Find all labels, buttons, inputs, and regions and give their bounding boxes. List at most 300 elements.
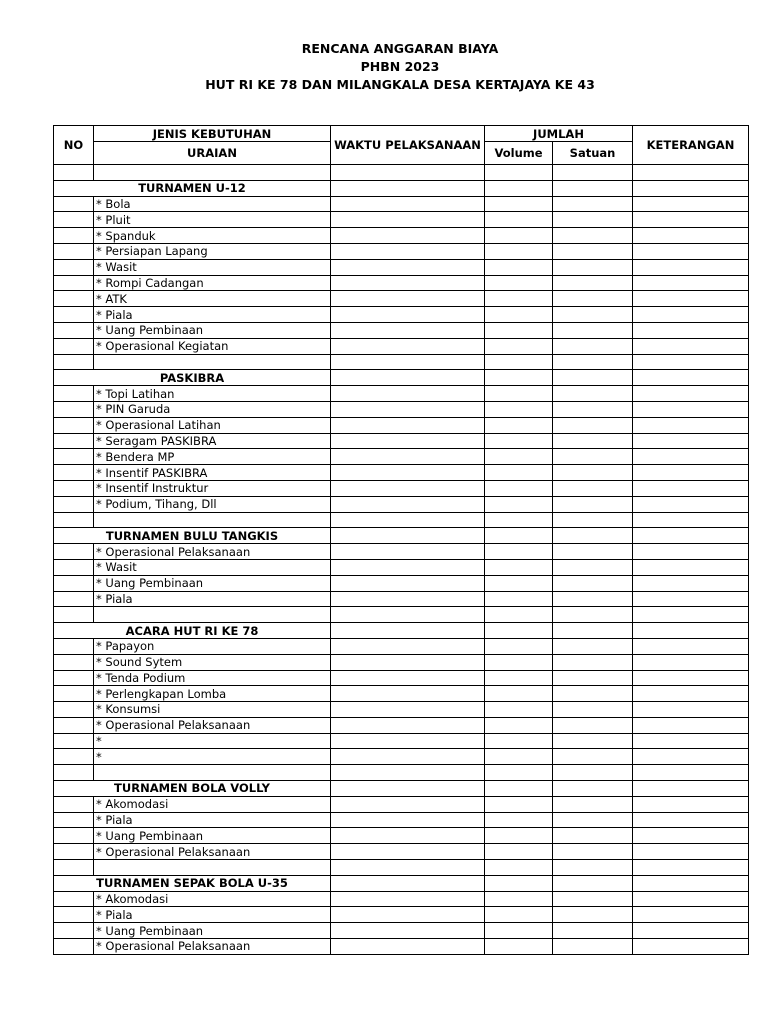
table-row bbox=[54, 417, 749, 433]
table-cell bbox=[485, 844, 553, 860]
table-row bbox=[54, 275, 749, 291]
table-cell bbox=[485, 654, 553, 670]
item-label: * Uang Pembinaan bbox=[94, 923, 331, 939]
table-cell bbox=[633, 686, 749, 702]
table-cell bbox=[485, 228, 553, 244]
table-cell bbox=[633, 670, 749, 686]
item-label: * Operasional Pelaksanaan bbox=[94, 544, 331, 560]
table-cell bbox=[331, 844, 485, 860]
table-cell bbox=[94, 765, 331, 781]
table-cell bbox=[54, 480, 94, 496]
table-cell bbox=[485, 196, 553, 212]
table-cell bbox=[331, 528, 485, 544]
table-cell bbox=[331, 401, 485, 417]
table-cell bbox=[553, 875, 633, 891]
item-label: * Uang Pembinaan bbox=[94, 322, 331, 338]
table-cell bbox=[54, 196, 94, 212]
section-title: TURNAMEN U-12 bbox=[54, 180, 331, 196]
table-cell bbox=[485, 575, 553, 591]
table-row bbox=[54, 749, 749, 765]
item-label: * ATK bbox=[94, 291, 331, 307]
table-cell bbox=[553, 386, 633, 402]
table-body bbox=[54, 165, 749, 955]
section-title: TURNAMEN SEPAK BOLA U-35 bbox=[54, 875, 331, 891]
blank-row bbox=[54, 607, 749, 623]
table-cell bbox=[331, 386, 485, 402]
table-cell bbox=[331, 923, 485, 939]
table-cell bbox=[485, 765, 553, 781]
table-row bbox=[54, 243, 749, 259]
table-cell bbox=[54, 717, 94, 733]
table-cell bbox=[331, 259, 485, 275]
item-label: * Pluit bbox=[94, 212, 331, 228]
table-cell bbox=[553, 291, 633, 307]
table-cell bbox=[553, 212, 633, 228]
table-cell bbox=[553, 401, 633, 417]
table-cell bbox=[485, 480, 553, 496]
section-row bbox=[54, 370, 749, 386]
section-title: PASKIBRA bbox=[54, 370, 331, 386]
table-cell bbox=[54, 243, 94, 259]
table-cell bbox=[331, 228, 485, 244]
table-cell bbox=[54, 733, 94, 749]
table-cell bbox=[553, 575, 633, 591]
table-cell bbox=[331, 559, 485, 575]
table-cell bbox=[94, 512, 331, 528]
table-cell bbox=[94, 860, 331, 876]
table-cell bbox=[331, 180, 485, 196]
table-cell bbox=[331, 749, 485, 765]
item-label: * Piala bbox=[94, 907, 331, 923]
header-uraian: URAIAN bbox=[94, 142, 331, 165]
table-cell bbox=[54, 165, 94, 181]
table-cell bbox=[331, 623, 485, 639]
item-label: * Persiapan Lapang bbox=[94, 243, 331, 259]
table-cell bbox=[54, 638, 94, 654]
table-row bbox=[54, 386, 749, 402]
table-cell bbox=[633, 401, 749, 417]
table-row bbox=[54, 196, 749, 212]
table-cell bbox=[331, 338, 485, 354]
item-label: * Piala bbox=[94, 591, 331, 607]
section-row bbox=[54, 623, 749, 639]
table-cell bbox=[633, 433, 749, 449]
table-cell bbox=[633, 496, 749, 512]
table-row bbox=[54, 212, 749, 228]
item-label: * Sound Sytem bbox=[94, 654, 331, 670]
title-line-3: HUT RI KE 78 DAN MILANGKALA DESA KERTAJAYA KE 43 bbox=[205, 77, 595, 92]
table-row bbox=[54, 670, 749, 686]
table-cell bbox=[553, 702, 633, 718]
item-label: * Perlengkapan Lomba bbox=[94, 686, 331, 702]
table-cell bbox=[633, 259, 749, 275]
table-cell bbox=[331, 291, 485, 307]
table-cell bbox=[553, 417, 633, 433]
table-cell bbox=[633, 322, 749, 338]
title-line-2: PHBN 2023 bbox=[360, 59, 440, 74]
item-label: * Rompi Cadangan bbox=[94, 275, 331, 291]
table-cell bbox=[331, 670, 485, 686]
table-row bbox=[54, 291, 749, 307]
table-cell bbox=[485, 386, 553, 402]
table-cell bbox=[633, 480, 749, 496]
table-cell bbox=[485, 417, 553, 433]
table-cell bbox=[485, 401, 553, 417]
table-cell bbox=[54, 844, 94, 860]
item-label: * Operasional Kegiatan bbox=[94, 338, 331, 354]
table-cell bbox=[54, 686, 94, 702]
header-keterangan: KETERANGAN bbox=[633, 126, 749, 165]
table-cell bbox=[553, 844, 633, 860]
table-row bbox=[54, 812, 749, 828]
table-cell bbox=[633, 749, 749, 765]
table-cell bbox=[633, 338, 749, 354]
table-row bbox=[54, 733, 749, 749]
table-cell bbox=[485, 749, 553, 765]
table-cell bbox=[553, 923, 633, 939]
table-cell bbox=[94, 165, 331, 181]
table-cell bbox=[54, 354, 94, 370]
table-cell bbox=[485, 496, 553, 512]
table-cell bbox=[633, 575, 749, 591]
table-cell bbox=[553, 654, 633, 670]
table-cell bbox=[54, 401, 94, 417]
table-cell bbox=[633, 291, 749, 307]
table-cell bbox=[485, 291, 553, 307]
table-cell bbox=[331, 812, 485, 828]
table-cell bbox=[553, 733, 633, 749]
table-cell bbox=[633, 243, 749, 259]
table-cell bbox=[485, 165, 553, 181]
table-cell bbox=[485, 243, 553, 259]
table-cell bbox=[54, 939, 94, 955]
table-cell bbox=[485, 559, 553, 575]
table-cell bbox=[633, 875, 749, 891]
table-row bbox=[54, 433, 749, 449]
table-cell bbox=[485, 259, 553, 275]
table-cell bbox=[54, 291, 94, 307]
table-cell bbox=[633, 907, 749, 923]
table-cell bbox=[633, 165, 749, 181]
table-cell bbox=[633, 796, 749, 812]
table-cell bbox=[633, 812, 749, 828]
table-cell bbox=[485, 591, 553, 607]
table-cell bbox=[633, 765, 749, 781]
item-label: * bbox=[94, 733, 331, 749]
table-cell bbox=[331, 480, 485, 496]
table-cell bbox=[54, 544, 94, 560]
table-cell bbox=[633, 465, 749, 481]
table-cell bbox=[485, 891, 553, 907]
table-cell bbox=[331, 354, 485, 370]
table-row bbox=[54, 575, 749, 591]
table-cell bbox=[633, 275, 749, 291]
item-label: * Papayon bbox=[94, 638, 331, 654]
table-cell bbox=[485, 465, 553, 481]
table-cell bbox=[331, 907, 485, 923]
table-cell bbox=[485, 370, 553, 386]
section-row bbox=[54, 528, 749, 544]
item-label: * Insentif Instruktur bbox=[94, 480, 331, 496]
section-row bbox=[54, 180, 749, 196]
item-label: * Seragam PASKIBRA bbox=[94, 433, 331, 449]
table-cell bbox=[54, 654, 94, 670]
table-cell bbox=[54, 559, 94, 575]
item-label: * Operasional Latihan bbox=[94, 417, 331, 433]
section-row bbox=[54, 875, 749, 891]
table-cell bbox=[485, 923, 553, 939]
table-cell bbox=[485, 733, 553, 749]
table-cell bbox=[553, 480, 633, 496]
header-satuan: Satuan bbox=[553, 142, 633, 165]
table-cell bbox=[485, 638, 553, 654]
table-cell bbox=[553, 559, 633, 575]
table-cell bbox=[331, 370, 485, 386]
table-cell bbox=[633, 623, 749, 639]
item-label: * Wasit bbox=[94, 559, 331, 575]
table-cell bbox=[553, 781, 633, 797]
table-row bbox=[54, 496, 749, 512]
table-cell bbox=[553, 243, 633, 259]
table-cell bbox=[553, 370, 633, 386]
table-row bbox=[54, 401, 749, 417]
table-cell bbox=[633, 180, 749, 196]
table-cell bbox=[553, 449, 633, 465]
item-label: * Podium, Tihang, Dll bbox=[94, 496, 331, 512]
table-cell bbox=[54, 923, 94, 939]
table-cell bbox=[54, 828, 94, 844]
table-cell bbox=[485, 686, 553, 702]
blank-row bbox=[54, 860, 749, 876]
table-row bbox=[54, 480, 749, 496]
table-cell bbox=[331, 322, 485, 338]
item-label: * Insentif PASKIBRA bbox=[94, 465, 331, 481]
table-cell bbox=[633, 844, 749, 860]
table-cell bbox=[553, 638, 633, 654]
table-row bbox=[54, 322, 749, 338]
table-cell bbox=[485, 796, 553, 812]
table-cell bbox=[331, 939, 485, 955]
table-cell bbox=[553, 939, 633, 955]
header-volume: Volume bbox=[485, 142, 553, 165]
table-cell bbox=[485, 702, 553, 718]
table-cell bbox=[54, 386, 94, 402]
item-label: * Konsumsi bbox=[94, 702, 331, 718]
table-cell bbox=[485, 528, 553, 544]
item-label: * Spanduk bbox=[94, 228, 331, 244]
table-cell bbox=[485, 180, 553, 196]
item-label: * Uang Pembinaan bbox=[94, 828, 331, 844]
table-cell bbox=[553, 228, 633, 244]
table-cell bbox=[553, 338, 633, 354]
table-cell bbox=[553, 828, 633, 844]
table-cell bbox=[54, 796, 94, 812]
table-cell bbox=[553, 433, 633, 449]
table-cell bbox=[633, 544, 749, 560]
budget-table bbox=[53, 125, 749, 955]
table-cell bbox=[331, 765, 485, 781]
table-row bbox=[54, 638, 749, 654]
table-cell bbox=[553, 591, 633, 607]
table-cell bbox=[553, 907, 633, 923]
table-cell bbox=[331, 781, 485, 797]
table-cell bbox=[331, 575, 485, 591]
table-cell bbox=[54, 907, 94, 923]
table-cell bbox=[553, 749, 633, 765]
table-row bbox=[54, 544, 749, 560]
table-cell bbox=[54, 670, 94, 686]
table-row bbox=[54, 449, 749, 465]
table-cell bbox=[553, 496, 633, 512]
table-cell bbox=[331, 165, 485, 181]
table-row bbox=[54, 686, 749, 702]
item-label: * Operasional Pelaksanaan bbox=[94, 844, 331, 860]
table-cell bbox=[331, 638, 485, 654]
table-cell bbox=[553, 259, 633, 275]
table-cell bbox=[54, 465, 94, 481]
table-cell bbox=[553, 544, 633, 560]
section-title: ACARA HUT RI KE 78 bbox=[54, 623, 331, 639]
table-cell bbox=[633, 449, 749, 465]
table-row bbox=[54, 465, 749, 481]
table-cell bbox=[485, 670, 553, 686]
table-cell bbox=[485, 939, 553, 955]
table-cell bbox=[485, 812, 553, 828]
table-cell bbox=[633, 228, 749, 244]
table-cell bbox=[485, 307, 553, 323]
table-cell bbox=[485, 512, 553, 528]
table-cell bbox=[553, 528, 633, 544]
table-cell bbox=[633, 638, 749, 654]
table-cell bbox=[633, 828, 749, 844]
item-label: * PIN Garuda bbox=[94, 401, 331, 417]
table-row bbox=[54, 717, 749, 733]
table-cell bbox=[553, 670, 633, 686]
section-title: TURNAMEN BOLA VOLLY bbox=[54, 781, 331, 797]
table-cell bbox=[331, 733, 485, 749]
blank-row bbox=[54, 765, 749, 781]
item-label: * Akomodasi bbox=[94, 891, 331, 907]
table-cell bbox=[633, 923, 749, 939]
header-waktu-pelaksanaan: WAKTU PELAKSANAAN bbox=[331, 126, 485, 165]
table-cell bbox=[553, 717, 633, 733]
table-cell bbox=[54, 307, 94, 323]
table-cell bbox=[633, 528, 749, 544]
table-cell bbox=[331, 496, 485, 512]
table-cell bbox=[553, 860, 633, 876]
table-row bbox=[54, 796, 749, 812]
item-label: * Topi Latihan bbox=[94, 386, 331, 402]
table-cell bbox=[94, 607, 331, 623]
item-label: * bbox=[94, 749, 331, 765]
table-cell bbox=[331, 417, 485, 433]
table-cell bbox=[331, 243, 485, 259]
table-cell bbox=[485, 433, 553, 449]
table-cell bbox=[633, 607, 749, 623]
title-line-1: RENCANA ANGGARAN BIAYA bbox=[301, 41, 499, 56]
table-row bbox=[54, 844, 749, 860]
item-label: * Operasional Pelaksanaan bbox=[94, 717, 331, 733]
table-cell bbox=[54, 591, 94, 607]
table-cell bbox=[331, 875, 485, 891]
table-cell bbox=[553, 607, 633, 623]
table-cell bbox=[553, 686, 633, 702]
table-cell bbox=[54, 449, 94, 465]
table-cell bbox=[633, 512, 749, 528]
item-label: * Piala bbox=[94, 812, 331, 828]
header-no: NO bbox=[54, 126, 94, 165]
item-label: * Piala bbox=[94, 307, 331, 323]
table-cell bbox=[331, 828, 485, 844]
table-cell bbox=[553, 765, 633, 781]
table-cell bbox=[485, 860, 553, 876]
table-cell bbox=[553, 354, 633, 370]
table-cell bbox=[54, 860, 94, 876]
table-cell bbox=[633, 702, 749, 718]
table-cell bbox=[553, 796, 633, 812]
table-cell bbox=[54, 765, 94, 781]
table-cell bbox=[331, 860, 485, 876]
table-cell bbox=[331, 591, 485, 607]
table-row bbox=[54, 559, 749, 575]
table-cell bbox=[54, 496, 94, 512]
table-cell bbox=[331, 796, 485, 812]
table-cell bbox=[54, 417, 94, 433]
table-cell bbox=[331, 512, 485, 528]
table-cell bbox=[485, 717, 553, 733]
table-cell bbox=[54, 275, 94, 291]
item-label: * Bendera MP bbox=[94, 449, 331, 465]
table-cell bbox=[633, 307, 749, 323]
table-cell bbox=[331, 717, 485, 733]
table-row bbox=[54, 338, 749, 354]
table-cell bbox=[485, 907, 553, 923]
table-cell bbox=[485, 623, 553, 639]
table-cell bbox=[633, 891, 749, 907]
table-cell bbox=[54, 512, 94, 528]
table-cell bbox=[553, 623, 633, 639]
table-cell bbox=[553, 465, 633, 481]
table-cell bbox=[485, 781, 553, 797]
table-cell bbox=[54, 322, 94, 338]
table-header bbox=[54, 126, 749, 165]
table-cell bbox=[331, 891, 485, 907]
table-cell bbox=[331, 196, 485, 212]
table-cell bbox=[331, 607, 485, 623]
table-cell bbox=[633, 559, 749, 575]
table-row bbox=[54, 702, 749, 718]
table-cell bbox=[54, 812, 94, 828]
table-cell bbox=[553, 322, 633, 338]
item-label: * Wasit bbox=[94, 259, 331, 275]
table-cell bbox=[485, 354, 553, 370]
table-cell bbox=[54, 702, 94, 718]
table-cell bbox=[331, 686, 485, 702]
table-row bbox=[54, 307, 749, 323]
blank-row bbox=[54, 354, 749, 370]
header-jumlah: JUMLAH bbox=[485, 126, 633, 142]
table-cell bbox=[331, 433, 485, 449]
table-cell bbox=[485, 607, 553, 623]
table-cell bbox=[331, 307, 485, 323]
blank-row bbox=[54, 165, 749, 181]
table-row bbox=[54, 891, 749, 907]
table-cell bbox=[331, 654, 485, 670]
table-cell bbox=[54, 891, 94, 907]
table-row bbox=[54, 923, 749, 939]
item-label: * Akomodasi bbox=[94, 796, 331, 812]
blank-row bbox=[54, 512, 749, 528]
